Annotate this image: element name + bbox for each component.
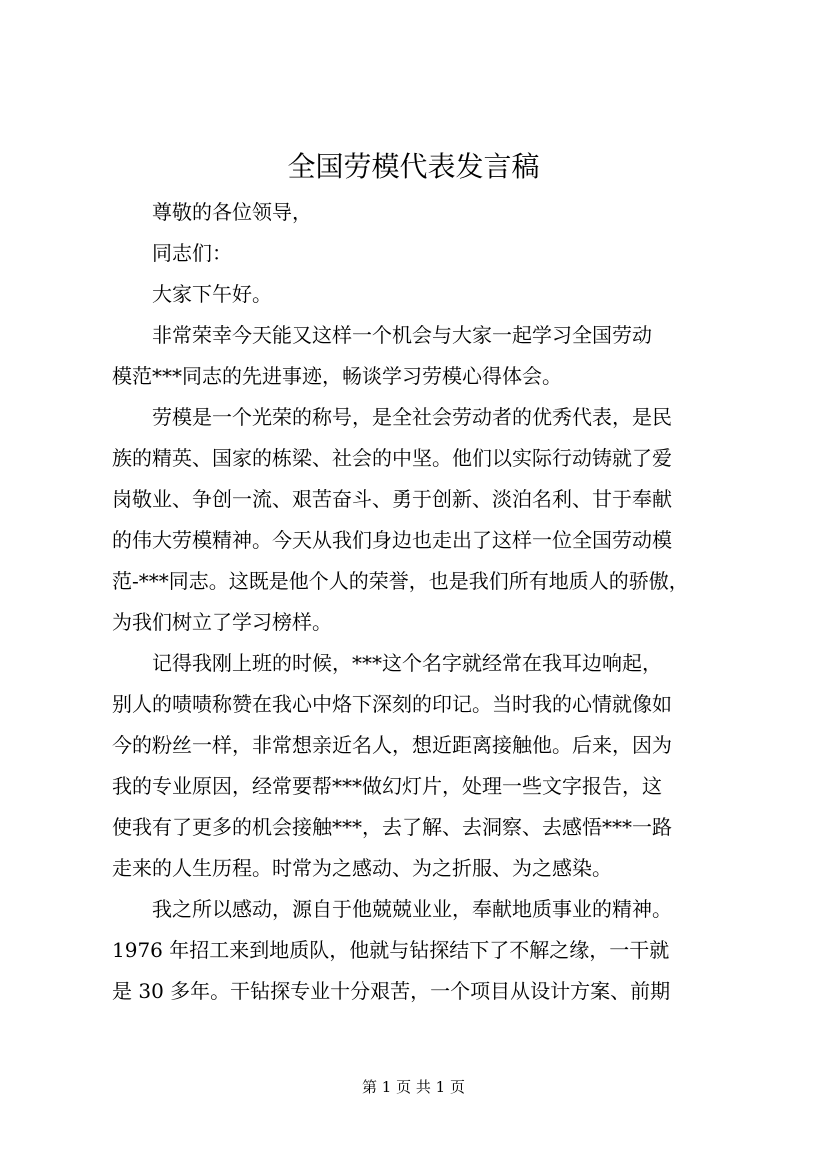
- body-line: 是 30 多年。干钻探专业十分艰苦，一个项目从设计方案、前期: [112, 979, 671, 1003]
- body-line: 的伟大劳模精神。今天从我们身边也走出了这样一位全国劳动模: [112, 528, 672, 552]
- body-line: 为我们树立了学习榜样。: [112, 610, 332, 634]
- body-line: 我之所以感动，源自于他兢兢业业，奉献地质事业的精神。: [152, 897, 672, 921]
- body-line: 走来的人生历程。时常为之感动、为之折服、为之感染。: [112, 856, 612, 880]
- body-line: 使我有了更多的机会接触***，去了解、去洞察、去感悟***一路: [112, 815, 672, 839]
- body-line: 族的精英、国家的栋梁、社会的中坚。他们以实际行动铸就了爱: [112, 446, 672, 470]
- body-line: 劳模是一个光荣的称号，是全社会劳动者的优秀代表，是民: [152, 405, 672, 429]
- body-line: 我的专业原因，经常要帮***做幻灯片，处理一些文字报告，这: [112, 774, 662, 798]
- body-line: 别人的啧啧称赞在我心中烙下深刻的印记。当时我的心情就像如: [112, 692, 672, 716]
- document-body: [112, 192, 724, 1012]
- body-line: 尊敬的各位领导，: [152, 200, 312, 224]
- body-line: 同志们：: [152, 241, 232, 265]
- body-line: 模范***同志的先进事迹，畅谈学习劳模心得体会。: [112, 364, 562, 388]
- body-line: 记得我刚上班的时候，***这个名字就经常在我耳边响起，: [152, 651, 662, 675]
- page-number-footer: 第 1 页 共 1 页: [362, 1078, 465, 1096]
- body-line: 非常荣幸今天能又这样一个机会与大家一起学习全国劳动: [152, 323, 652, 347]
- body-line: 今的粉丝一样，非常想亲近名人，想近距离接触他。后来，因为: [112, 733, 672, 757]
- body-line: 1976 年招工来到地质队，他就与钻探结下了不解之缘，一干就: [112, 938, 670, 962]
- body-line: 大家下午好。: [152, 282, 272, 306]
- document-title: 全国劳模代表发言稿: [287, 150, 540, 183]
- body-line: 范-***同志。这既是他个人的荣誉，也是我们所有地质人的骄傲，: [112, 569, 689, 593]
- body-line: 岗敬业、争创一流、艰苦奋斗、勇于创新、淡泊名利、甘于奉献: [112, 487, 672, 511]
